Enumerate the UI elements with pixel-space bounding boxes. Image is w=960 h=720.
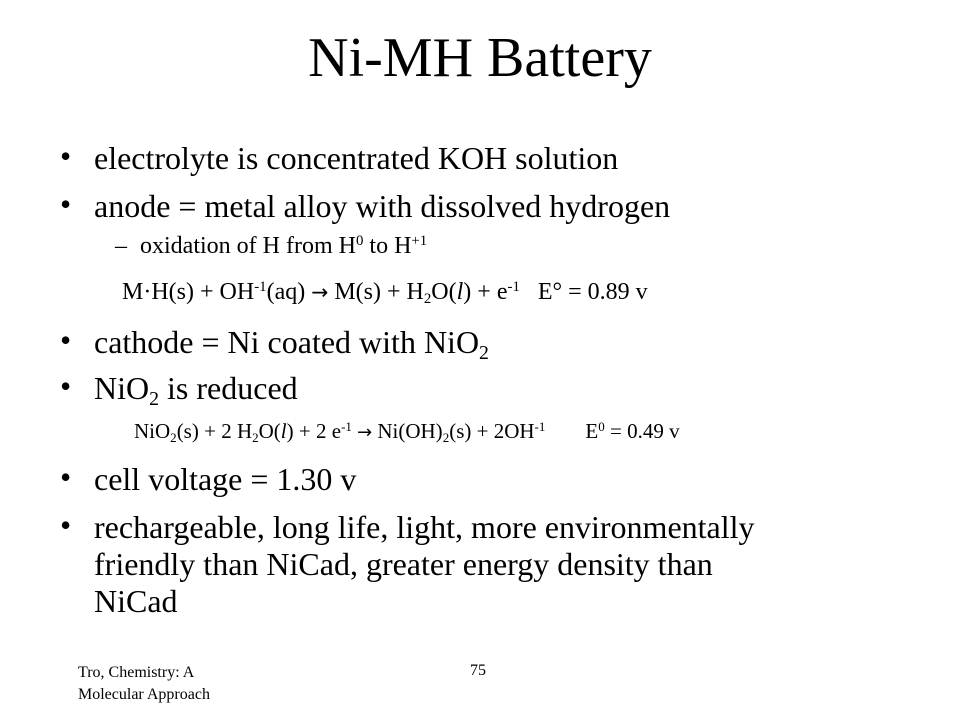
superscript: -1	[507, 278, 520, 295]
eq-part: M(s) + H	[328, 279, 424, 305]
superscript: 0	[355, 232, 364, 249]
footer-source-line: Tro, Chemistry: A	[78, 664, 195, 681]
bullet-text: electrolyte is concentrated KOH solution	[94, 140, 619, 176]
bullet-text-line: rechargeable, long life, light, more environmentally	[94, 509, 755, 545]
subscript: 2	[442, 429, 450, 445]
bullet-text-line: friendly than NiCad, greater energy density than	[94, 546, 713, 582]
subbullet-text-part: oxidation of H from H	[140, 233, 356, 259]
eq-italic: l	[280, 419, 287, 443]
superscript: -1	[254, 278, 267, 295]
superscript: 0	[598, 418, 605, 434]
bullet-marker: •	[60, 186, 72, 222]
equation-text	[122, 279, 648, 306]
eq-italic: l	[456, 279, 464, 305]
subscript: 2	[479, 341, 489, 364]
bullet-text-part: cathode = Ni coated with NiO	[94, 324, 480, 360]
subscript: 2	[423, 291, 432, 308]
eq-part: O(	[258, 419, 281, 443]
subbullet-text	[140, 233, 427, 260]
reaction-arrow-icon: →	[311, 280, 329, 304]
equation-text	[134, 419, 680, 444]
slide-title: Ni-MH Battery	[308, 27, 652, 89]
subscript: 2	[149, 387, 160, 410]
bullet-text	[94, 370, 298, 410]
eq-part: (s) + 2OH	[449, 419, 535, 443]
eq-part: ) + e	[463, 279, 508, 305]
bullet-text: cell voltage = 1.30 v	[94, 461, 357, 497]
eq-part: Ni(OH)	[372, 419, 443, 443]
footer-source-line: Molecular Approach	[78, 686, 210, 703]
subscript: 2	[252, 429, 259, 445]
bullet-marker: •	[60, 322, 72, 358]
bullet-text-line: NiCad	[94, 583, 178, 619]
standard-potential-value: = 0.49 v	[604, 419, 680, 443]
bullet-text	[94, 509, 755, 620]
bullet-text: anode = metal alloy with dissolved hydrogen	[94, 188, 671, 224]
bullet-marker: •	[60, 507, 72, 543]
bullet-text-part: NiO	[94, 370, 150, 406]
reaction-arrow-icon: →	[357, 422, 373, 443]
eq-part: NiO	[134, 419, 171, 443]
page-number: 75	[470, 662, 486, 679]
bullet-text	[94, 324, 489, 364]
bullet-marker: •	[60, 459, 72, 495]
bullet-marker: •	[60, 368, 72, 404]
standard-potential: E° = 0.89 v	[537, 279, 648, 305]
subbullet-text-part: to H	[363, 233, 412, 259]
eq-part: M·H(s) + OH	[122, 279, 255, 305]
superscript: +1	[411, 232, 428, 249]
bullet-text-part: is reduced	[159, 370, 298, 406]
standard-potential-label: E	[585, 419, 599, 443]
superscript: -1	[534, 418, 546, 434]
eq-part: (s) + 2 H	[176, 419, 253, 443]
eq-part: (aq)	[266, 279, 312, 305]
subscript: 2	[170, 429, 177, 445]
eq-part: O(	[431, 279, 457, 305]
bullet-marker: •	[60, 138, 72, 174]
dash-marker: –	[115, 233, 127, 259]
eq-part: ) + 2 e	[286, 419, 342, 443]
superscript: -1	[341, 418, 352, 434]
footer-source	[78, 662, 210, 706]
